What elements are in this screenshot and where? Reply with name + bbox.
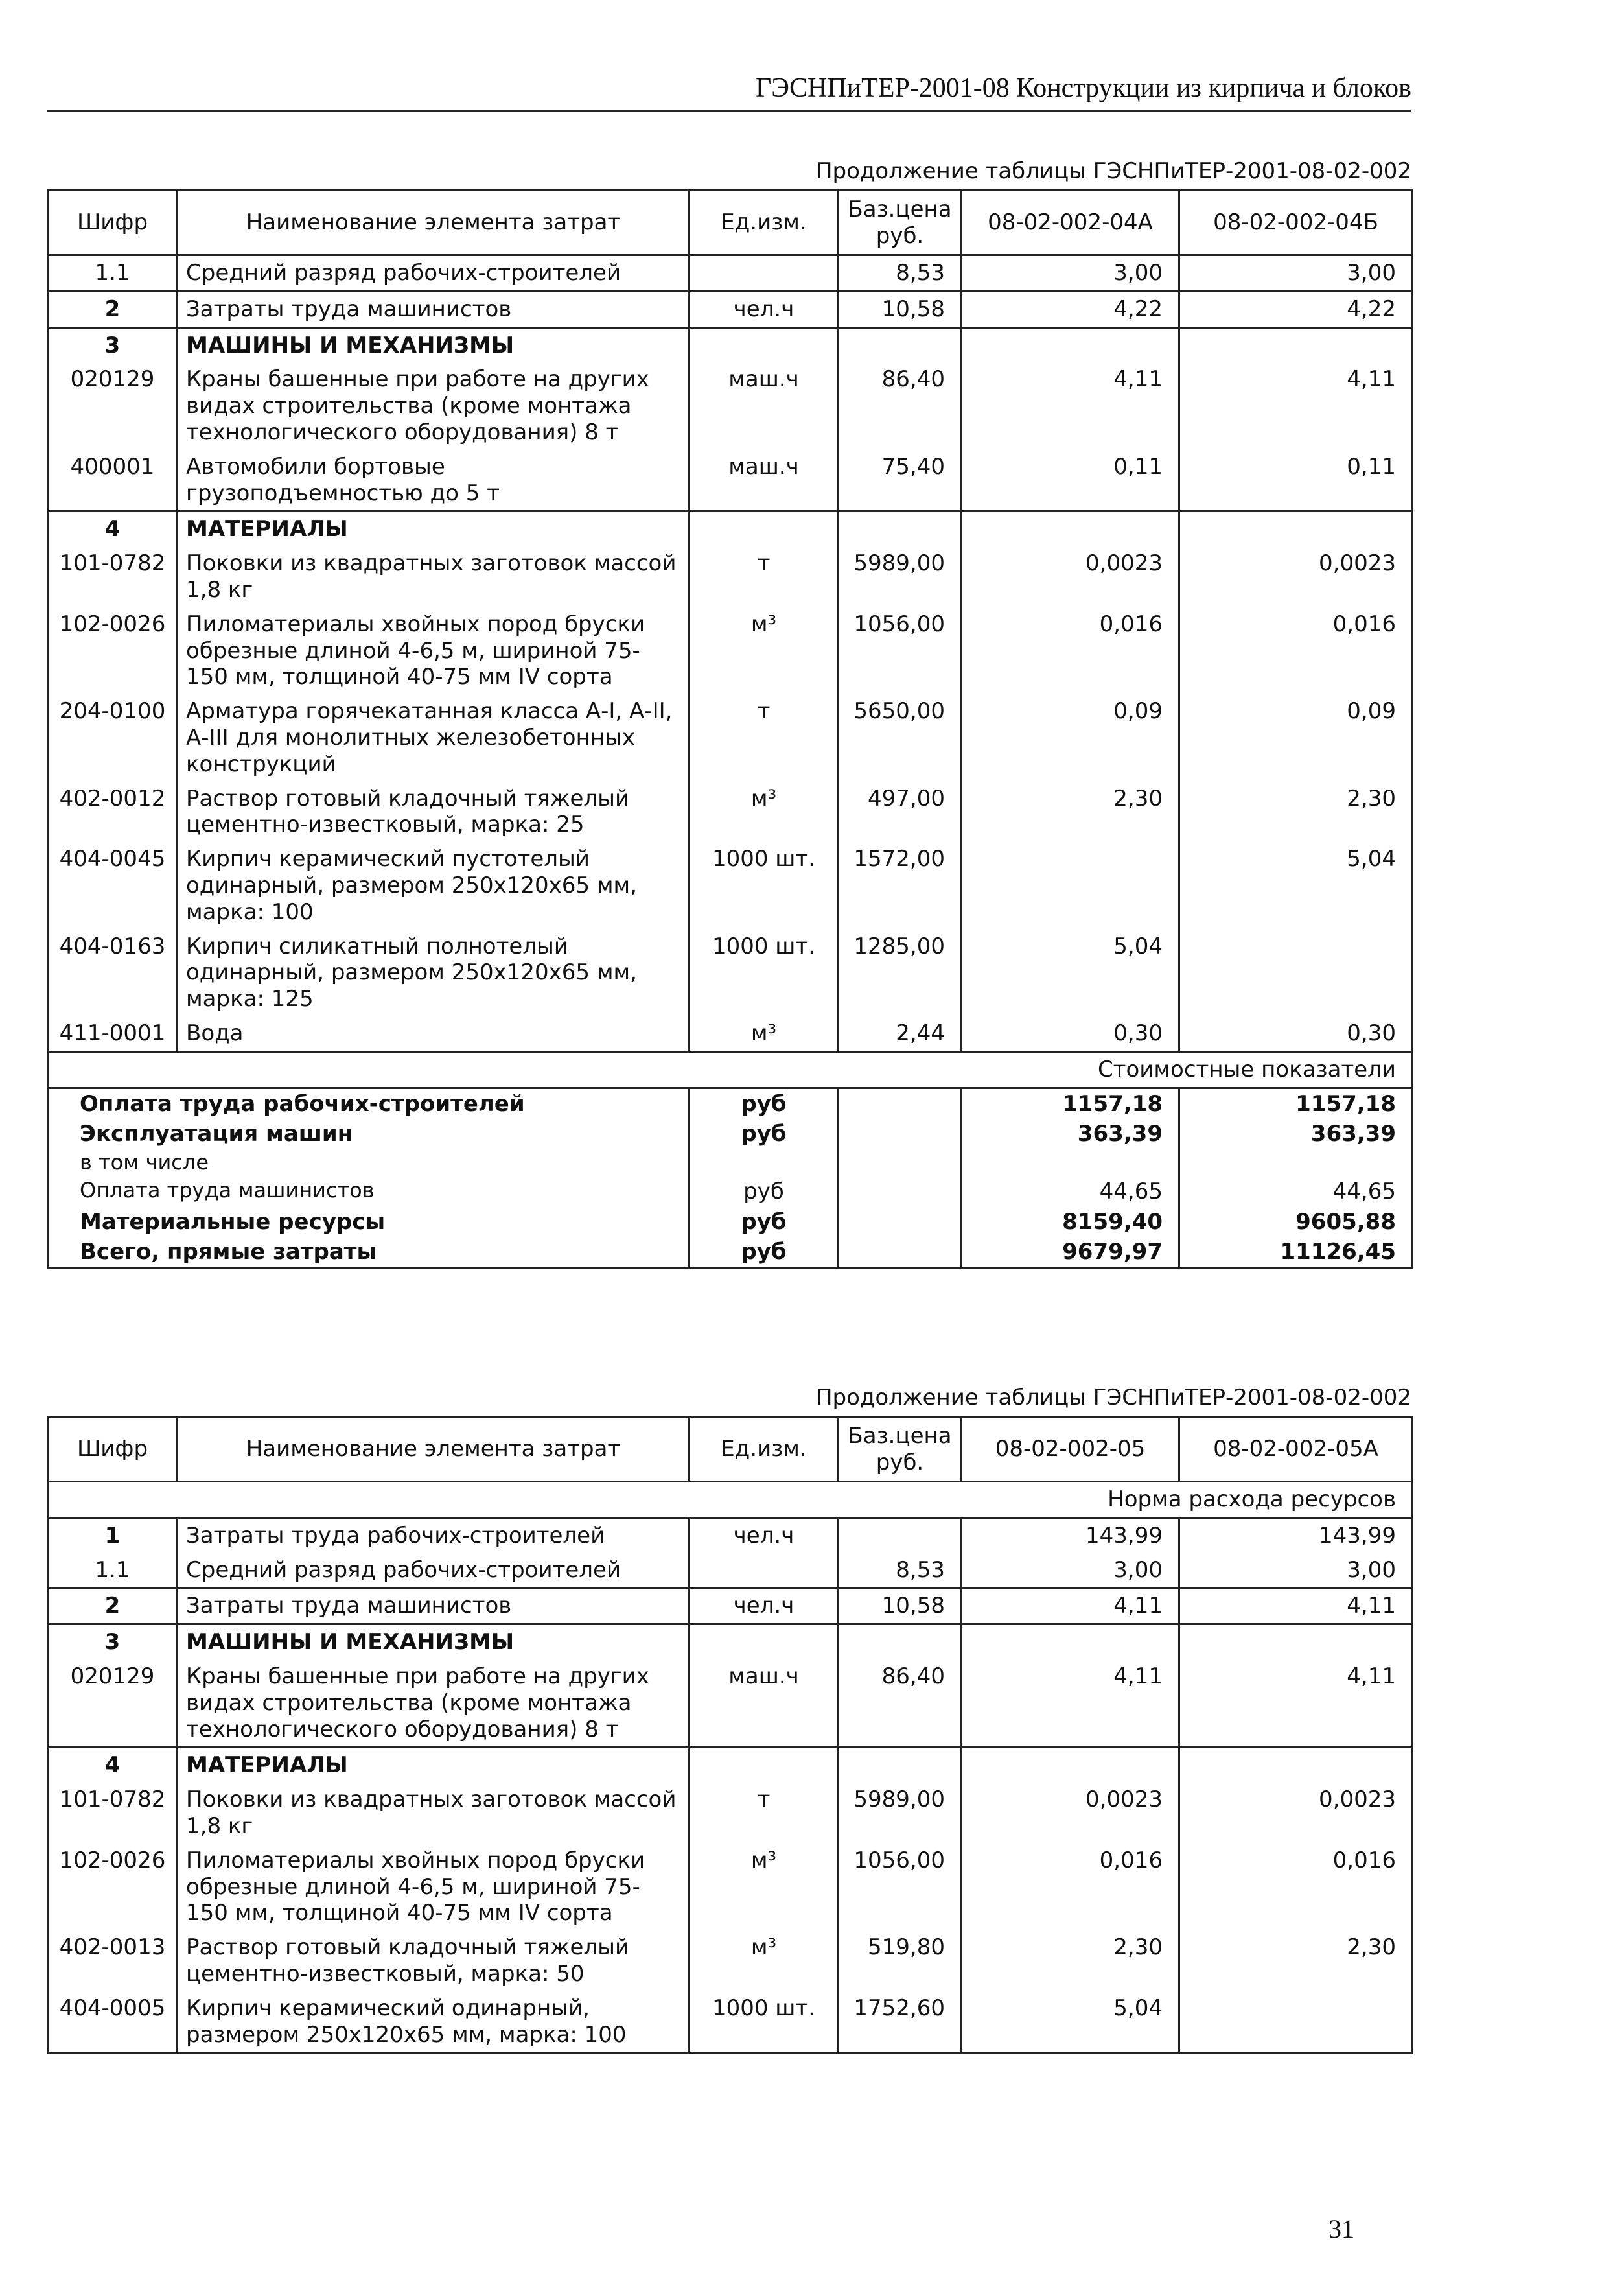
- cost-price-empty: [839, 1237, 962, 1268]
- cell-name: Раствор готовый кладочный тяжелый цементно-известковый, марка: 25: [178, 782, 690, 843]
- cell-unit: маш.ч: [690, 1659, 839, 1748]
- cell-value-1: 3,00: [962, 255, 1179, 292]
- table-row: [48, 362, 1413, 449]
- cell-unit: м³: [690, 607, 839, 694]
- table-row: [48, 1588, 1413, 1624]
- cost-value-1: 9679,97: [962, 1237, 1179, 1268]
- col-header-variant-2: 08-02-002-04Б: [1179, 191, 1413, 255]
- cost-name: в том числе: [48, 1149, 690, 1177]
- cost-value-2: [1179, 1149, 1413, 1177]
- cost-header-label: Стоимостные показатели: [48, 1051, 1413, 1088]
- cell-value-2: 4,11: [1179, 362, 1413, 449]
- cell-value-2: 0,0023: [1179, 1783, 1413, 1844]
- cell-code: 4: [48, 511, 178, 546]
- cell-code: 102-0026: [48, 1844, 178, 1930]
- cell-price: 1572,00: [839, 842, 962, 929]
- cell-code: 4: [48, 1748, 178, 1783]
- cell-price: [839, 1517, 962, 1553]
- cell-unit: [690, 255, 839, 292]
- table1-continuation-label: Продолжение таблицы ГЭСНПиТЕР-2001-08-02-002: [815, 158, 1411, 184]
- cell-name: Затраты труда машинистов: [178, 291, 690, 327]
- cell-value-1: 0,016: [962, 1844, 1179, 1930]
- cell-code: 1.1: [48, 255, 178, 292]
- cell-name: МАШИНЫ И МЕХАНИЗМЫ: [178, 1624, 690, 1659]
- cell-unit: чел.ч: [690, 1588, 839, 1624]
- cell-value-1: [962, 842, 1179, 929]
- cell-value-2: 4,11: [1179, 1588, 1413, 1624]
- cell-name: Вода: [178, 1016, 690, 1051]
- cost-value-1: [962, 1149, 1179, 1177]
- col-header-unit: Ед.изм.: [690, 191, 839, 255]
- table-row: [48, 1016, 1413, 1051]
- col-header-name: Наименование элемента затрат: [178, 191, 690, 255]
- cell-code: 1.1: [48, 1553, 178, 1588]
- cell-code: 2: [48, 1588, 178, 1624]
- table-row: [48, 1930, 1413, 1991]
- cost-row: [48, 1207, 1413, 1237]
- cell-unit: чел.ч: [690, 291, 839, 327]
- cell-price: 519,80: [839, 1930, 962, 1991]
- col-header-unit: Ед.изм.: [690, 1417, 839, 1482]
- cost-price-empty: [839, 1088, 962, 1119]
- cell-value-2: [1179, 327, 1413, 362]
- resource-table-1: [47, 189, 1413, 1269]
- cost-value-2: 44,65: [1179, 1177, 1413, 1206]
- cell-value-2: 3,00: [1179, 1553, 1413, 1588]
- table-row: [48, 1624, 1413, 1659]
- cell-value-1: [962, 511, 1179, 546]
- cell-price: 8,53: [839, 255, 962, 292]
- table-row: [48, 694, 1413, 781]
- col-header-code: Шифр: [48, 191, 178, 255]
- cost-value-2: 363,39: [1179, 1119, 1413, 1149]
- cell-value-1: [962, 1748, 1179, 1783]
- cell-value-2: 0,09: [1179, 694, 1413, 781]
- cell-value-2: 0,016: [1179, 607, 1413, 694]
- cell-value-2: 2,30: [1179, 782, 1413, 843]
- cost-name: Оплата труда рабочих-строителей: [48, 1088, 690, 1119]
- cell-value-2: 5,04: [1179, 842, 1413, 929]
- cell-value-1: 4,11: [962, 1588, 1179, 1624]
- cell-value-2: [1179, 1991, 1413, 2054]
- cell-unit: [690, 1553, 839, 1588]
- cost-name: Эксплуатация машин: [48, 1119, 690, 1149]
- cell-name: МАШИНЫ И МЕХАНИЗМЫ: [178, 327, 690, 362]
- cell-unit: м³: [690, 1016, 839, 1051]
- cell-code: 020129: [48, 1659, 178, 1748]
- cell-name: Раствор готовый кладочный тяжелый цементно-известковый, марка: 50: [178, 1930, 690, 1991]
- cell-code: 411-0001: [48, 1016, 178, 1051]
- cell-value-2: [1179, 930, 1413, 1016]
- cell-value-1: 143,99: [962, 1517, 1179, 1553]
- cell-unit: маш.ч: [690, 450, 839, 511]
- cell-value-2: 0,30: [1179, 1016, 1413, 1051]
- table-row: [48, 782, 1413, 843]
- cell-code: 101-0782: [48, 1783, 178, 1844]
- cell-name: Автомобили бортовые грузоподъемностью до 5 т: [178, 450, 690, 511]
- table-row: [48, 546, 1413, 607]
- cost-unit: руб: [690, 1177, 839, 1206]
- cell-value-1: 0,09: [962, 694, 1179, 781]
- cell-code: 400001: [48, 450, 178, 511]
- cell-value-1: 0,30: [962, 1016, 1179, 1051]
- table-row: [48, 1991, 1413, 2054]
- cell-unit: т: [690, 1783, 839, 1844]
- table-row: [48, 327, 1413, 362]
- cost-price-empty: [839, 1119, 962, 1149]
- cell-price: 86,40: [839, 1659, 962, 1748]
- cost-unit: руб: [690, 1207, 839, 1237]
- cell-unit: [690, 327, 839, 362]
- cell-code: 404-0005: [48, 1991, 178, 2054]
- cell-name: Краны башенные при работе на других видах строительства (кроме монтажа технологического оборудования) 8 т: [178, 1659, 690, 1748]
- cell-name: МАТЕРИАЛЫ: [178, 511, 690, 546]
- cell-value-2: 2,30: [1179, 1930, 1413, 1991]
- cell-name: Средний разряд рабочих-строителей: [178, 1553, 690, 1588]
- cell-price: 10,58: [839, 1588, 962, 1624]
- cell-unit: [690, 1624, 839, 1659]
- cost-unit: [690, 1149, 839, 1177]
- cost-name: Всего, прямые затраты: [48, 1237, 690, 1268]
- cell-name: МАТЕРИАЛЫ: [178, 1748, 690, 1783]
- cell-price: 86,40: [839, 362, 962, 449]
- running-header: ГЭСНПиТЕР-2001-08 Конструкции из кирпича и блоков: [755, 73, 1411, 103]
- col-header-variant-2: 08-02-002-05А: [1179, 1417, 1413, 1482]
- norm-header-label: Норма расхода ресурсов: [48, 1482, 1413, 1518]
- cell-unit: [690, 511, 839, 546]
- cell-price: [839, 1624, 962, 1659]
- cell-unit: м³: [690, 1930, 839, 1991]
- cost-row: [48, 1237, 1413, 1268]
- cost-price-empty: [839, 1207, 962, 1237]
- col-header-price: Баз.цена руб.: [839, 191, 962, 255]
- cell-name: Краны башенные при работе на других видах строительства (кроме монтажа технологического оборудования) 8 т: [178, 362, 690, 449]
- table-row: [48, 1748, 1413, 1783]
- cell-value-1: 0,0023: [962, 1783, 1179, 1844]
- table-row: [48, 450, 1413, 511]
- cost-unit: руб: [690, 1119, 839, 1149]
- cell-price: 10,58: [839, 291, 962, 327]
- cost-value-2: 11126,45: [1179, 1237, 1413, 1268]
- cell-value-1: 4,11: [962, 362, 1179, 449]
- cost-row: [48, 1088, 1413, 1119]
- cell-name: Кирпич силикатный полнотелый одинарный, размером 250х120х65 мм, марка: 125: [178, 930, 690, 1016]
- cell-value-2: [1179, 1624, 1413, 1659]
- table-row: [48, 255, 1413, 292]
- cell-value-1: 5,04: [962, 930, 1179, 1016]
- cell-value-2: 0,11: [1179, 450, 1413, 511]
- norm-section-header: [48, 1482, 1413, 1518]
- cell-name: Кирпич керамический одинарный, размером 250х120х65 мм, марка: 100: [178, 1991, 690, 2054]
- cell-unit: чел.ч: [690, 1517, 839, 1553]
- cell-name: Поковки из квадратных заготовок массой 1,8 кг: [178, 1783, 690, 1844]
- cell-code: 102-0026: [48, 607, 178, 694]
- cell-code: 2: [48, 291, 178, 327]
- cost-value-2: 1157,18: [1179, 1088, 1413, 1119]
- cost-value-2: 9605,88: [1179, 1207, 1413, 1237]
- cell-price: 1752,60: [839, 1991, 962, 2054]
- cell-value-1: 4,11: [962, 1659, 1179, 1748]
- cell-price: 497,00: [839, 782, 962, 843]
- cell-unit: 1000 шт.: [690, 1991, 839, 2054]
- cost-name: Оплата труда машинистов: [48, 1177, 690, 1206]
- cell-value-1: 5,04: [962, 1991, 1179, 2054]
- cost-row: [48, 1119, 1413, 1149]
- table-row: [48, 607, 1413, 694]
- table-row: [48, 1517, 1413, 1553]
- cell-value-2: [1179, 511, 1413, 546]
- cell-name: Затраты труда рабочих-строителей: [178, 1517, 690, 1553]
- cost-value-1: 1157,18: [962, 1088, 1179, 1119]
- cell-unit: маш.ч: [690, 362, 839, 449]
- cost-price-empty: [839, 1177, 962, 1206]
- cell-price: 75,40: [839, 450, 962, 511]
- cell-unit: т: [690, 546, 839, 607]
- cell-code: 3: [48, 1624, 178, 1659]
- cell-price: 1285,00: [839, 930, 962, 1016]
- cell-value-2: [1179, 1748, 1413, 1783]
- cell-price: 5989,00: [839, 1783, 962, 1844]
- cell-price: [839, 511, 962, 546]
- cost-unit: руб: [690, 1237, 839, 1268]
- cell-name: Пиломатериалы хвойных пород бруски обрезные длиной 4-6,5 м, шириной 75-150 мм, толщиной 40-75 мм IV сорта: [178, 1844, 690, 1930]
- cell-price: 2,44: [839, 1016, 962, 1051]
- cell-price: 5650,00: [839, 694, 962, 781]
- cell-value-1: 4,22: [962, 291, 1179, 327]
- cell-value-1: 0,11: [962, 450, 1179, 511]
- cell-value-1: [962, 327, 1179, 362]
- cell-value-2: 4,22: [1179, 291, 1413, 327]
- cell-price: [839, 1748, 962, 1783]
- cost-row: [48, 1177, 1413, 1206]
- page-number: 31: [1328, 2214, 1354, 2244]
- cell-name: Поковки из квадратных заготовок массой 1,8 кг: [178, 546, 690, 607]
- cell-unit: 1000 шт.: [690, 842, 839, 929]
- cell-name: Затраты труда машинистов: [178, 1588, 690, 1624]
- table-row: [48, 930, 1413, 1016]
- cell-value-2: 143,99: [1179, 1517, 1413, 1553]
- cell-price: [839, 327, 962, 362]
- cell-price: 1056,00: [839, 607, 962, 694]
- cell-name: Кирпич керамический пустотелый одинарный, размером 250х120х65 мм, марка: 100: [178, 842, 690, 929]
- cell-unit: м³: [690, 1844, 839, 1930]
- cost-value-1: 363,39: [962, 1119, 1179, 1149]
- table-row: [48, 291, 1413, 327]
- cell-price: 5989,00: [839, 546, 962, 607]
- cell-price: 8,53: [839, 1553, 962, 1588]
- cell-value-1: [962, 1624, 1179, 1659]
- table-row: [48, 1783, 1413, 1844]
- col-header-variant-1: 08-02-002-05: [962, 1417, 1179, 1482]
- cell-value-2: 0,016: [1179, 1844, 1413, 1930]
- table-row: [48, 1659, 1413, 1748]
- cell-code: 204-0100: [48, 694, 178, 781]
- cell-price: 1056,00: [839, 1844, 962, 1930]
- cell-code: 3: [48, 327, 178, 362]
- cell-unit: т: [690, 694, 839, 781]
- cell-unit: [690, 1748, 839, 1783]
- resource-table-2: [47, 1416, 1413, 2054]
- table2-continuation-label: Продолжение таблицы ГЭСНПиТЕР-2001-08-02-002: [815, 1385, 1411, 1411]
- cost-value-1: 8159,40: [962, 1207, 1179, 1237]
- col-header-variant-1: 08-02-002-04А: [962, 191, 1179, 255]
- cell-code: 404-0163: [48, 930, 178, 1016]
- cell-code: 402-0013: [48, 1930, 178, 1991]
- col-header-name: Наименование элемента затрат: [178, 1417, 690, 1482]
- table-row: [48, 1844, 1413, 1930]
- table-row: [48, 511, 1413, 546]
- cell-unit: 1000 шт.: [690, 930, 839, 1016]
- cell-code: 402-0012: [48, 782, 178, 843]
- cost-section-header: [48, 1051, 1413, 1088]
- cell-code: 020129: [48, 362, 178, 449]
- cost-name: Материальные ресурсы: [48, 1207, 690, 1237]
- header-rule: [47, 110, 1411, 112]
- table-row: [48, 1553, 1413, 1588]
- cell-value-1: 3,00: [962, 1553, 1179, 1588]
- cell-name: Средний разряд рабочих-строителей: [178, 255, 690, 292]
- col-header-code: Шифр: [48, 1417, 178, 1482]
- cell-value-1: 0,016: [962, 607, 1179, 694]
- cell-name: Пиломатериалы хвойных пород бруски обрезные длиной 4-6,5 м, шириной 75-150 мм, толщиной 40-75 мм IV сорта: [178, 607, 690, 694]
- cell-value-1: 0,0023: [962, 546, 1179, 607]
- cell-value-1: 2,30: [962, 782, 1179, 843]
- cost-price-empty: [839, 1149, 962, 1177]
- cell-value-1: 2,30: [962, 1930, 1179, 1991]
- cell-name: Арматура горячекатанная класса А-I, А-II, А-III для монолитных железобетонных конструкций: [178, 694, 690, 781]
- cell-unit: м³: [690, 782, 839, 843]
- col-header-price: Баз.цена руб.: [839, 1417, 962, 1482]
- cost-value-1: 44,65: [962, 1177, 1179, 1206]
- cell-value-2: 0,0023: [1179, 546, 1413, 607]
- cost-unit: руб: [690, 1088, 839, 1119]
- cell-code: 1: [48, 1517, 178, 1553]
- table-row: [48, 842, 1413, 929]
- cell-value-2: 4,11: [1179, 1659, 1413, 1748]
- cell-value-2: 3,00: [1179, 255, 1413, 292]
- cell-code: 404-0045: [48, 842, 178, 929]
- cost-row: [48, 1149, 1413, 1177]
- cell-code: 101-0782: [48, 546, 178, 607]
